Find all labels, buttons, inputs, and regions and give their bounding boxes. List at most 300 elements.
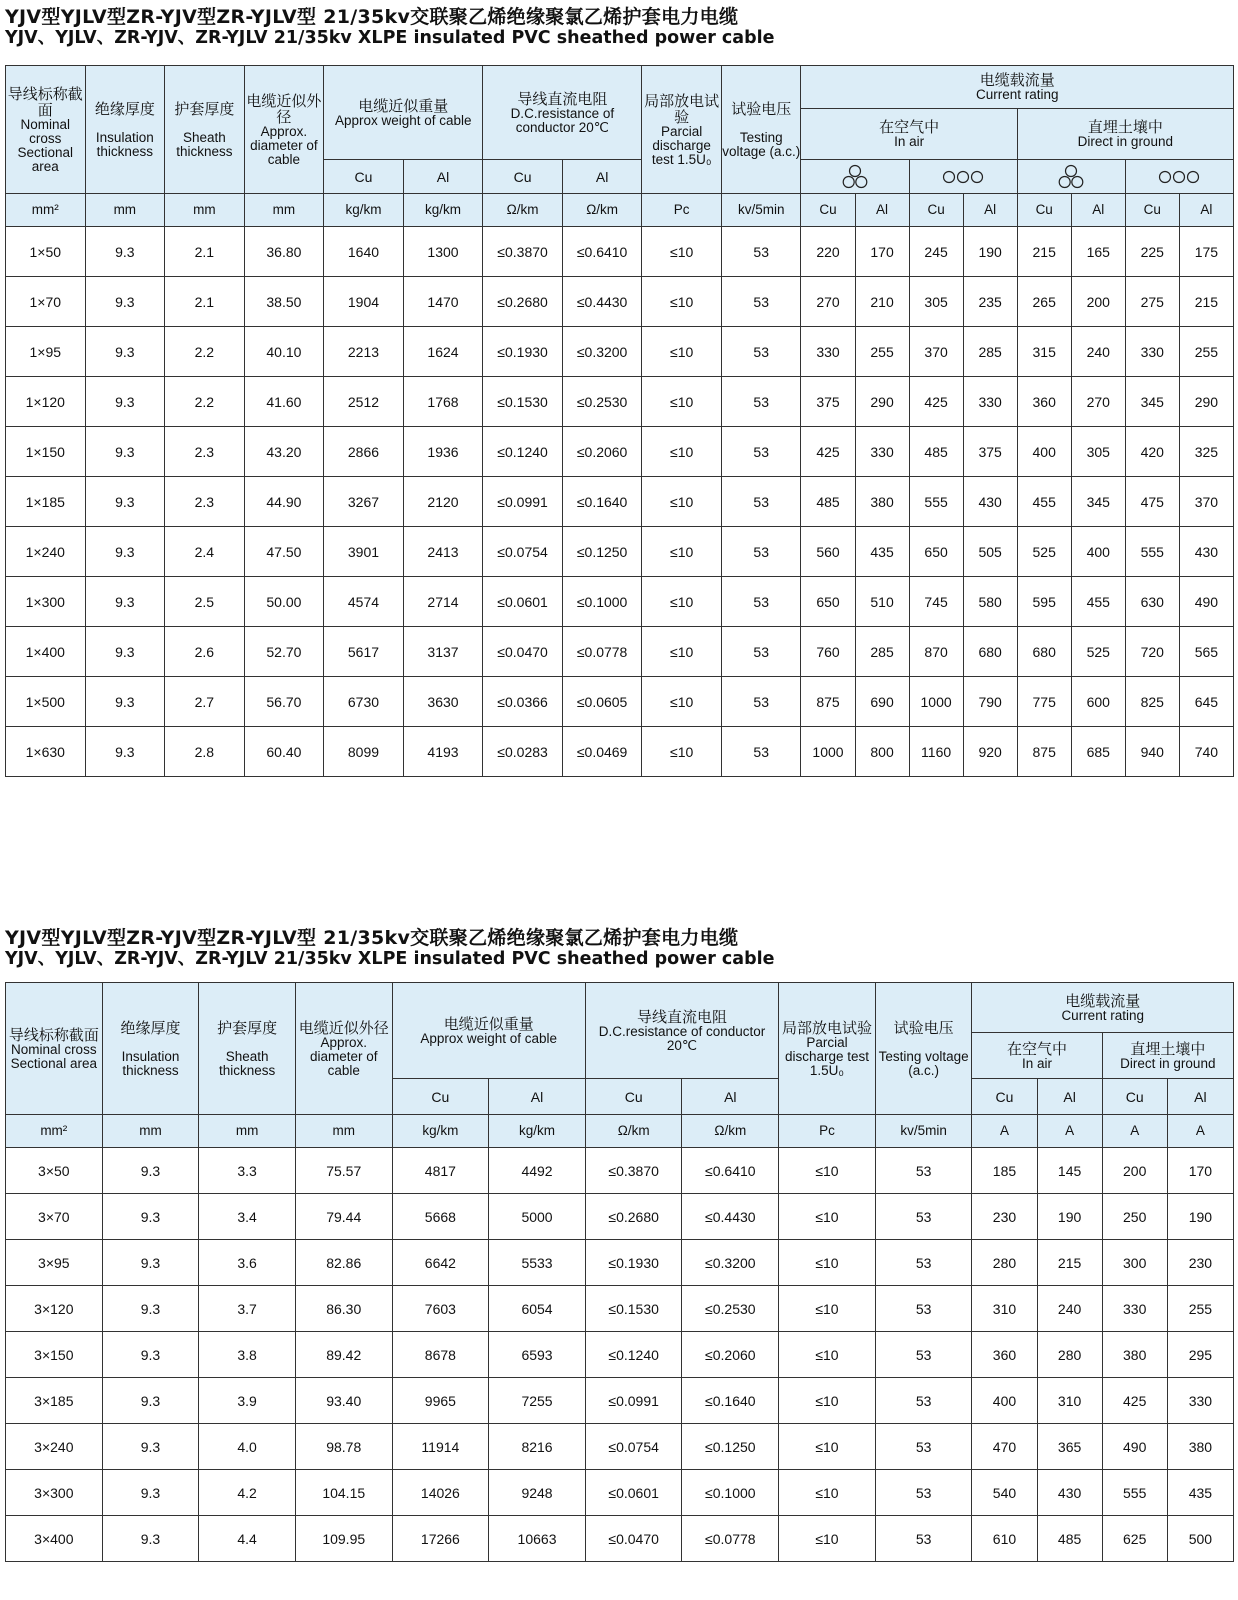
table-cell: 425 bbox=[1102, 1378, 1167, 1424]
table-cell: 6593 bbox=[489, 1332, 586, 1378]
table-cell: 9.3 bbox=[85, 677, 165, 727]
flat-ground-icon bbox=[1125, 160, 1233, 194]
table-cell: 475 bbox=[1125, 477, 1179, 527]
table-cell: ≤0.0469 bbox=[562, 727, 642, 777]
table-cell: 93.40 bbox=[295, 1378, 392, 1424]
table-cell: 310 bbox=[972, 1286, 1037, 1332]
table-cell: 745 bbox=[909, 577, 963, 627]
table-cell: 510 bbox=[855, 577, 909, 627]
table-cell: ≤0.2680 bbox=[483, 277, 563, 327]
table-cell: 9.3 bbox=[85, 377, 165, 427]
table-cell: ≤0.2680 bbox=[585, 1194, 682, 1240]
table-cell: 610 bbox=[972, 1516, 1037, 1562]
table-cell: 215 bbox=[1037, 1240, 1102, 1286]
table-cell: 53 bbox=[721, 327, 801, 377]
table-cell: 215 bbox=[1017, 227, 1071, 277]
table-cell: 275 bbox=[1125, 277, 1179, 327]
table-row bbox=[6, 677, 1234, 727]
table-cell: 53 bbox=[875, 1378, 972, 1424]
table2-body bbox=[6, 1148, 1234, 1562]
table-cell: 1160 bbox=[909, 727, 963, 777]
table-cell: ≤10 bbox=[779, 1286, 876, 1332]
table-cell: 41.60 bbox=[244, 377, 324, 427]
table-cell: ≤0.1930 bbox=[585, 1240, 682, 1286]
table-cell: 8678 bbox=[392, 1332, 489, 1378]
table-cell: 2.2 bbox=[165, 377, 245, 427]
table-cell: ≤0.3200 bbox=[682, 1240, 779, 1286]
table-cell: ≤0.2060 bbox=[562, 427, 642, 477]
table-cell: 560 bbox=[801, 527, 855, 577]
table-cell: 3×95 bbox=[6, 1240, 103, 1286]
table-cell: 3.6 bbox=[199, 1240, 296, 1286]
header-diameter: 电缆近似外径 Approx. diameter of cable bbox=[244, 66, 324, 194]
table-cell: 165 bbox=[1071, 227, 1125, 277]
table-cell: 435 bbox=[1167, 1470, 1233, 1516]
table-cell: ≤0.0601 bbox=[585, 1470, 682, 1516]
table-cell: 9.3 bbox=[102, 1516, 199, 1562]
unit-cell: kg/km bbox=[403, 194, 483, 227]
table-cell: 825 bbox=[1125, 677, 1179, 727]
table-cell: 200 bbox=[1071, 277, 1125, 327]
table-cell: ≤0.1000 bbox=[682, 1470, 779, 1516]
header-weight: 电缆近似重量 Approx weight of cable bbox=[324, 66, 483, 160]
table-cell: 53 bbox=[721, 277, 801, 327]
table-cell: ≤0.2530 bbox=[682, 1286, 779, 1332]
unit-cell: Al bbox=[855, 194, 909, 227]
table-cell: 490 bbox=[1179, 577, 1233, 627]
header-sheath: 护套厚度 Sheath thickness bbox=[165, 66, 245, 194]
table-cell: 400 bbox=[1017, 427, 1071, 477]
table-cell: 53 bbox=[721, 377, 801, 427]
table-cell: 4.4 bbox=[199, 1516, 296, 1562]
table-row bbox=[6, 1516, 1234, 1562]
flat-air-icon bbox=[909, 160, 1017, 194]
table-cell: ≤0.1530 bbox=[585, 1286, 682, 1332]
table-cell: ≤10 bbox=[642, 627, 722, 677]
table-cell: 2120 bbox=[403, 477, 483, 527]
unit-cell: Al bbox=[1071, 194, 1125, 227]
table-cell: 400 bbox=[1071, 527, 1125, 577]
header-weight-al: Al bbox=[403, 160, 483, 194]
header-weight-al: Al bbox=[489, 1079, 586, 1115]
table-cell: ≤0.3200 bbox=[562, 327, 642, 377]
table-cell: 36.80 bbox=[244, 227, 324, 277]
header-res-al: Al bbox=[562, 160, 642, 194]
table-cell: ≤0.0754 bbox=[483, 527, 563, 577]
table-cell: ≤0.1240 bbox=[483, 427, 563, 477]
table-cell: 9.3 bbox=[85, 327, 165, 377]
table-cell: 3×150 bbox=[6, 1332, 103, 1378]
table-cell: ≤10 bbox=[779, 1332, 876, 1378]
unit-cell: Al bbox=[963, 194, 1017, 227]
table1-title-en: YJV、YJLV、ZR-YJV、ZR-YJLV 21/35kv XLPE insulated PVC sheathed power cable bbox=[5, 28, 775, 48]
table-cell: 7255 bbox=[489, 1378, 586, 1424]
table-cell: 2512 bbox=[324, 377, 404, 427]
table-cell: 690 bbox=[855, 677, 909, 727]
table-cell: 190 bbox=[1167, 1194, 1233, 1240]
table-cell: 8099 bbox=[324, 727, 404, 777]
table-cell: 44.90 bbox=[244, 477, 324, 527]
unit-cell: kg/km bbox=[489, 1115, 586, 1148]
table-cell: 175 bbox=[1179, 227, 1233, 277]
table-cell: 455 bbox=[1071, 577, 1125, 627]
header-current-rating: 电缆载流量 Current rating bbox=[972, 983, 1234, 1033]
table-cell: 190 bbox=[963, 227, 1017, 277]
table-cell: 2.1 bbox=[165, 277, 245, 327]
table-cell: 9.3 bbox=[102, 1332, 199, 1378]
table-cell: 555 bbox=[1125, 527, 1179, 577]
table-cell: 255 bbox=[855, 327, 909, 377]
table-cell: 4574 bbox=[324, 577, 404, 627]
table-cell: 9.3 bbox=[85, 527, 165, 577]
table-cell: 170 bbox=[1167, 1148, 1233, 1194]
table-cell: 9965 bbox=[392, 1378, 489, 1424]
table-cell: ≤10 bbox=[779, 1424, 876, 1470]
table-cell: 9.3 bbox=[85, 277, 165, 327]
header-current-rating: 电缆载流量 Current rating bbox=[801, 66, 1234, 109]
header-res-cu: Cu bbox=[585, 1079, 682, 1115]
table-cell: 290 bbox=[1179, 377, 1233, 427]
table-cell: 555 bbox=[1102, 1470, 1167, 1516]
table-cell: 775 bbox=[1017, 677, 1071, 727]
unit-cell: Pc bbox=[779, 1115, 876, 1148]
table-cell: 75.57 bbox=[295, 1148, 392, 1194]
table-cell: 2.1 bbox=[165, 227, 245, 277]
table-cell: 315 bbox=[1017, 327, 1071, 377]
table-cell: 53 bbox=[875, 1332, 972, 1378]
table-cell: ≤10 bbox=[642, 677, 722, 727]
table-cell: ≤10 bbox=[779, 1516, 876, 1562]
table-cell: ≤0.4430 bbox=[562, 277, 642, 327]
table-cell: 53 bbox=[721, 627, 801, 677]
table-cell: 4817 bbox=[392, 1148, 489, 1194]
table-cell: 53 bbox=[875, 1194, 972, 1240]
table-row bbox=[6, 1332, 1234, 1378]
table-cell: ≤0.3870 bbox=[585, 1148, 682, 1194]
unit-cell: mm bbox=[295, 1115, 392, 1148]
table-cell: 53 bbox=[721, 227, 801, 277]
table-cell: 1×185 bbox=[6, 477, 86, 527]
table-cell: 380 bbox=[1102, 1332, 1167, 1378]
table-cell: 4.0 bbox=[199, 1424, 296, 1470]
table-cell: 3×240 bbox=[6, 1424, 103, 1470]
table-cell: 2.6 bbox=[165, 627, 245, 677]
table-cell: 1768 bbox=[403, 377, 483, 427]
table-cell: 365 bbox=[1037, 1424, 1102, 1470]
table-cell: ≤0.0605 bbox=[562, 677, 642, 727]
table-cell: ≤10 bbox=[642, 727, 722, 777]
table2-title-zh: YJV型YJLV型ZR-YJV型ZR-YJLV型 21/35kv交联聚乙烯绝缘聚氯乙烯护套电力电缆 bbox=[5, 927, 739, 949]
unit-cell: Cu bbox=[801, 194, 855, 227]
table-cell: 1×50 bbox=[6, 227, 86, 277]
header-testing-voltage: 试验电压 Testing voltage (a.c.) bbox=[875, 983, 972, 1115]
table-cell: 1470 bbox=[403, 277, 483, 327]
table2-title-en: YJV、YJLV、ZR-YJV、ZR-YJLV 21/35kv XLPE insulated PVC sheathed power cable bbox=[5, 949, 775, 969]
table-cell: 240 bbox=[1071, 327, 1125, 377]
table-cell: 760 bbox=[801, 627, 855, 677]
table-cell: 2.7 bbox=[165, 677, 245, 727]
table-cell: 345 bbox=[1125, 377, 1179, 427]
table-cell: 2213 bbox=[324, 327, 404, 377]
table-cell: 9.3 bbox=[102, 1286, 199, 1332]
table-cell: 1×240 bbox=[6, 527, 86, 577]
table-row bbox=[6, 627, 1234, 677]
table-cell: 290 bbox=[855, 377, 909, 427]
table-cell: 1×400 bbox=[6, 627, 86, 677]
table-cell: 525 bbox=[1017, 527, 1071, 577]
table-cell: 17266 bbox=[392, 1516, 489, 1562]
unit-cell: A bbox=[1037, 1115, 1102, 1148]
table-cell: 245 bbox=[909, 227, 963, 277]
table-cell: ≤0.1640 bbox=[682, 1378, 779, 1424]
table-cell: 1×630 bbox=[6, 727, 86, 777]
table-cell: 200 bbox=[1102, 1148, 1167, 1194]
unit-cell: Ω/km bbox=[483, 194, 563, 227]
table-cell: 56.70 bbox=[244, 677, 324, 727]
table2-units-row bbox=[6, 1115, 1234, 1148]
header-ground-cu: Cu bbox=[1102, 1079, 1167, 1115]
unit-cell: A bbox=[972, 1115, 1037, 1148]
table-cell: 86.30 bbox=[295, 1286, 392, 1332]
table-cell: ≤10 bbox=[779, 1378, 876, 1424]
unit-cell: Al bbox=[1179, 194, 1233, 227]
table-cell: 790 bbox=[963, 677, 1017, 727]
header-diameter: 电缆近似外径 Approx. diameter of cable bbox=[295, 983, 392, 1115]
table-cell: 9.3 bbox=[102, 1424, 199, 1470]
table-cell: 9.3 bbox=[102, 1194, 199, 1240]
table-cell: 1×150 bbox=[6, 427, 86, 477]
table-cell: 360 bbox=[972, 1332, 1037, 1378]
table-cell: 330 bbox=[1167, 1378, 1233, 1424]
table-cell: ≤0.1250 bbox=[682, 1424, 779, 1470]
table-cell: 2.2 bbox=[165, 327, 245, 377]
table-cell: 9.3 bbox=[102, 1240, 199, 1286]
table-cell: 685 bbox=[1071, 727, 1125, 777]
table-cell: 425 bbox=[909, 377, 963, 427]
table-cell: 240 bbox=[1037, 1286, 1102, 1332]
table-cell: 9.3 bbox=[85, 627, 165, 677]
table-cell: 9248 bbox=[489, 1470, 586, 1516]
table1-section bbox=[5, 6, 1234, 776]
table-cell: 270 bbox=[1071, 377, 1125, 427]
table-cell: 870 bbox=[909, 627, 963, 677]
table-cell: 220 bbox=[801, 227, 855, 277]
table-cell: 2714 bbox=[403, 577, 483, 627]
table-cell: 595 bbox=[1017, 577, 1071, 627]
header-weight-cu: Cu bbox=[392, 1079, 489, 1115]
table-cell: 1904 bbox=[324, 277, 404, 327]
header-sheath: 护套厚度 Sheath thickness bbox=[199, 983, 296, 1115]
table-cell: 420 bbox=[1125, 427, 1179, 477]
unit-cell: mm bbox=[244, 194, 324, 227]
table-cell: 485 bbox=[801, 477, 855, 527]
table-cell: ≤0.2530 bbox=[562, 377, 642, 427]
table-row bbox=[6, 1148, 1234, 1194]
table-cell: 3.3 bbox=[199, 1148, 296, 1194]
table-cell: 53 bbox=[875, 1424, 972, 1470]
table-cell: 330 bbox=[963, 377, 1017, 427]
unit-cell: mm bbox=[85, 194, 165, 227]
table-cell: 580 bbox=[963, 577, 1017, 627]
unit-cell: Ω/km bbox=[585, 1115, 682, 1148]
table-cell: 3137 bbox=[403, 627, 483, 677]
table-cell: 3.8 bbox=[199, 1332, 296, 1378]
table-cell: 940 bbox=[1125, 727, 1179, 777]
table-cell: 305 bbox=[1071, 427, 1125, 477]
table-cell: 53 bbox=[721, 727, 801, 777]
table-cell: 185 bbox=[972, 1148, 1037, 1194]
table-cell: 630 bbox=[1125, 577, 1179, 627]
table-cell: 50.00 bbox=[244, 577, 324, 627]
header-air-cu: Cu bbox=[972, 1079, 1037, 1115]
table-cell: ≤0.1640 bbox=[562, 477, 642, 527]
table-cell: ≤0.0778 bbox=[682, 1516, 779, 1562]
table-cell: 680 bbox=[963, 627, 1017, 677]
table-cell: ≤0.0366 bbox=[483, 677, 563, 727]
table-cell: 300 bbox=[1102, 1240, 1167, 1286]
table-cell: 109.95 bbox=[295, 1516, 392, 1562]
table-cell: ≤0.0283 bbox=[483, 727, 563, 777]
table-row bbox=[6, 227, 1234, 277]
unit-cell: mm bbox=[165, 194, 245, 227]
unit-cell: mm² bbox=[6, 1115, 103, 1148]
table-cell: 9.3 bbox=[85, 577, 165, 627]
table-cell: 1×120 bbox=[6, 377, 86, 427]
table-cell: 9.3 bbox=[102, 1378, 199, 1424]
table-cell: ≤0.4430 bbox=[682, 1194, 779, 1240]
table-cell: 1×500 bbox=[6, 677, 86, 727]
table-cell: 430 bbox=[1179, 527, 1233, 577]
table-cell: ≤10 bbox=[642, 277, 722, 327]
table-cell: 875 bbox=[1017, 727, 1071, 777]
table-cell: 1×95 bbox=[6, 327, 86, 377]
table-cell: 3.7 bbox=[199, 1286, 296, 1332]
header-weight-cu: Cu bbox=[324, 160, 404, 194]
table-cell: 3630 bbox=[403, 677, 483, 727]
table-cell: ≤0.1000 bbox=[562, 577, 642, 627]
table-row bbox=[6, 527, 1234, 577]
table-row bbox=[6, 1286, 1234, 1332]
table-cell: ≤0.3870 bbox=[483, 227, 563, 277]
table-cell: 3×120 bbox=[6, 1286, 103, 1332]
table-cell: 540 bbox=[972, 1470, 1037, 1516]
table-cell: 1000 bbox=[801, 727, 855, 777]
table-cell: 53 bbox=[875, 1240, 972, 1286]
table-cell: 280 bbox=[1037, 1332, 1102, 1378]
table-cell: 740 bbox=[1179, 727, 1233, 777]
header-in-ground: 直埋土壤中 Direct in ground bbox=[1017, 109, 1233, 160]
table-cell: 2.4 bbox=[165, 527, 245, 577]
table-cell: 3×70 bbox=[6, 1194, 103, 1240]
table-cell: 305 bbox=[909, 277, 963, 327]
table-cell: 555 bbox=[909, 477, 963, 527]
table-cell: 255 bbox=[1167, 1286, 1233, 1332]
table-cell: ≤0.6410 bbox=[562, 227, 642, 277]
unit-cell: kv/5min bbox=[875, 1115, 972, 1148]
table-cell: 2.5 bbox=[165, 577, 245, 627]
table-cell: 104.15 bbox=[295, 1470, 392, 1516]
unit-cell: kg/km bbox=[324, 194, 404, 227]
table-cell: 38.50 bbox=[244, 277, 324, 327]
table-cell: ≤10 bbox=[642, 427, 722, 477]
table-cell: 3267 bbox=[324, 477, 404, 527]
table-cell: 10663 bbox=[489, 1516, 586, 1562]
header-in-ground: 直埋土壤中 Direct in ground bbox=[1102, 1033, 1233, 1079]
table-cell: 330 bbox=[801, 327, 855, 377]
table-cell: ≤0.0470 bbox=[483, 627, 563, 677]
table-cell: 4492 bbox=[489, 1148, 586, 1194]
table-cell: ≤10 bbox=[642, 377, 722, 427]
table-cell: 5000 bbox=[489, 1194, 586, 1240]
table-cell: ≤0.1240 bbox=[585, 1332, 682, 1378]
unit-cell: Ω/km bbox=[562, 194, 642, 227]
table-cell: 270 bbox=[801, 277, 855, 327]
table-cell: 3.9 bbox=[199, 1378, 296, 1424]
table-cell: 210 bbox=[855, 277, 909, 327]
table-cell: 230 bbox=[972, 1194, 1037, 1240]
table-cell: 9.3 bbox=[102, 1148, 199, 1194]
table2-section bbox=[5, 927, 1234, 1567]
table-cell: 430 bbox=[1037, 1470, 1102, 1516]
unit-cell: mm bbox=[102, 1115, 199, 1148]
table-cell: 255 bbox=[1179, 327, 1233, 377]
table-cell: ≤0.1250 bbox=[562, 527, 642, 577]
header-in-air: 在空气中 In air bbox=[972, 1033, 1102, 1079]
table-cell: 235 bbox=[963, 277, 1017, 327]
table-cell: ≤0.0991 bbox=[585, 1378, 682, 1424]
table-row bbox=[6, 1378, 1234, 1424]
table-cell: 6642 bbox=[392, 1240, 489, 1286]
table-cell: 8216 bbox=[489, 1424, 586, 1470]
header-area: 导线标称截面 Nominal cross Sectional area bbox=[6, 983, 103, 1115]
table-cell: 285 bbox=[855, 627, 909, 677]
table-cell: 230 bbox=[1167, 1240, 1233, 1286]
table-cell: 285 bbox=[963, 327, 1017, 377]
table-cell: 650 bbox=[909, 527, 963, 577]
table1-header bbox=[6, 66, 1234, 227]
table-cell: ≤10 bbox=[779, 1194, 876, 1240]
table-cell: 9.3 bbox=[85, 227, 165, 277]
table1-units-row bbox=[6, 194, 1234, 227]
table-cell: 330 bbox=[1102, 1286, 1167, 1332]
table-cell: 2.3 bbox=[165, 477, 245, 527]
table-cell: 455 bbox=[1017, 477, 1071, 527]
table-cell: 435 bbox=[855, 527, 909, 577]
table-cell: 5617 bbox=[324, 627, 404, 677]
table-cell: 53 bbox=[721, 677, 801, 727]
table-row bbox=[6, 377, 1234, 427]
table-cell: ≤10 bbox=[779, 1470, 876, 1516]
table-cell: 600 bbox=[1071, 677, 1125, 727]
table-cell: 720 bbox=[1125, 627, 1179, 677]
table-cell: 490 bbox=[1102, 1424, 1167, 1470]
table-cell: 6730 bbox=[324, 677, 404, 727]
table-cell: 2413 bbox=[403, 527, 483, 577]
table-cell: 5533 bbox=[489, 1240, 586, 1286]
unit-cell: A bbox=[1102, 1115, 1167, 1148]
header-weight: 电缆近似重量 Approx weight of cable bbox=[392, 983, 585, 1079]
table-cell: 3×300 bbox=[6, 1470, 103, 1516]
table-cell: 645 bbox=[1179, 677, 1233, 727]
table-row bbox=[6, 477, 1234, 527]
table1-title-zh: YJV型YJLV型ZR-YJV型ZR-YJLV型 21/35kv交联聚乙烯绝缘聚氯乙烯护套电力电缆 bbox=[5, 6, 739, 28]
table-cell: 190 bbox=[1037, 1194, 1102, 1240]
header-insulation: 绝缘厚度 Insulation thickness bbox=[85, 66, 165, 194]
table-cell: 250 bbox=[1102, 1194, 1167, 1240]
table-cell: 1624 bbox=[403, 327, 483, 377]
header-ground-al: Al bbox=[1167, 1079, 1233, 1115]
table-row bbox=[6, 327, 1234, 377]
